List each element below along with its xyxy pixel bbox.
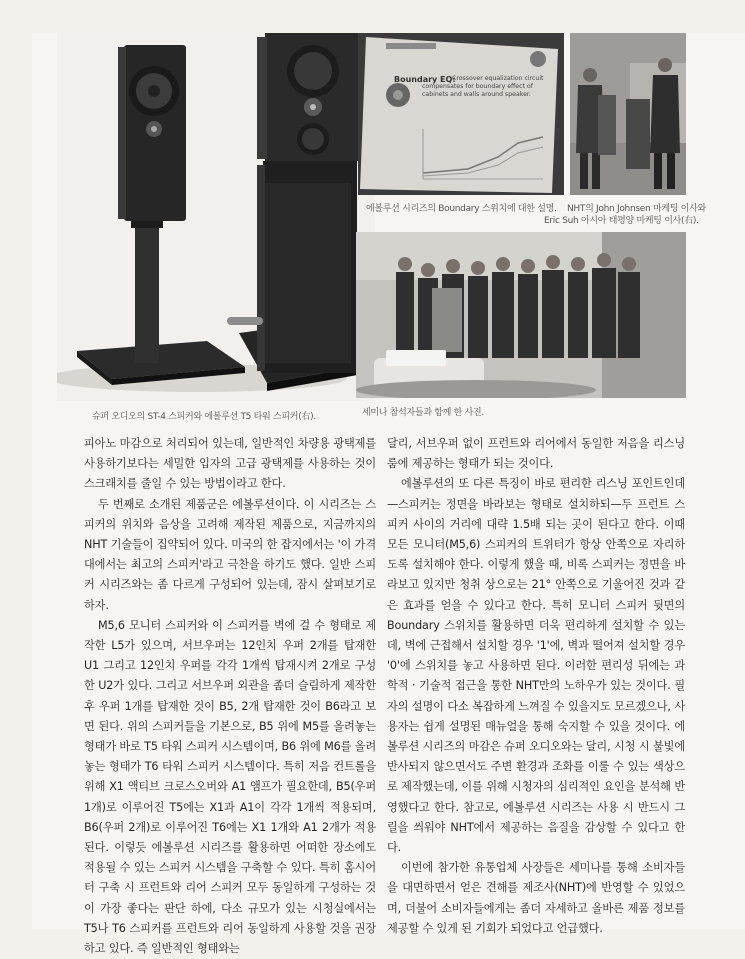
executives-illustration bbox=[570, 33, 686, 195]
right-paragraph-1: 달리, 서브우퍼 없이 프런트와 리어에서 동일한 저음을 리스닝룸에 제공하는 형태가 되는 것이다. bbox=[387, 437, 685, 471]
slide-body: Crossover equalization circuit compensates for boundary effect of cabinets and walls around speaker. bbox=[422, 75, 544, 98]
seminar-group-photo bbox=[356, 232, 686, 398]
nht-executives-photo bbox=[570, 33, 686, 195]
nht-caption-line2: Eric Suh 아시아 태평양 마케팅 이사(右). bbox=[544, 216, 699, 226]
group-illustration bbox=[356, 232, 686, 398]
speakers-photo bbox=[57, 33, 375, 401]
slide-illustration bbox=[358, 33, 564, 195]
right-paragraph-3: 이번에 참가한 유통업체 사장들은 세미나를 통해 소비자들을 대면하면서 얻은 견해를 제조사(NHT)에 반영할 수 있었으며, 더불어 소비자들에게는 좀더 자세하고 올바른 제품 정보를 제공할 수 있게 된 기회가 되었다고 언급했다. bbox=[387, 861, 685, 935]
boundary-caption: 에볼루션 시리즈의 Boundary 스위치에 대한 설명. bbox=[366, 204, 557, 214]
speakers-caption: 슈퍼 오디오의 ST-4 스피커와 에볼루션 T5 타워 스피커(右). bbox=[92, 412, 316, 422]
magazine-page bbox=[32, 33, 745, 956]
seminar-caption: 세미나 참석자들과 함께 한 사진. bbox=[362, 408, 484, 418]
left-paragraph-1: 피아노 마감으로 처리되어 있는데, 일반적인 차량용 광택제를 사용하기보다는 세밀한 입자의 고급 광택제를 사용하는 것이 스크래치를 줄일 수 있는 방법이라고 한다. bbox=[84, 437, 376, 491]
right-paragraph-2: 에볼루션의 또 다른 특징이 바로 편리한 리스닝 포인트인데—스피커는 정면을 바라보는 형태로 설치하되—두 프런트 스피커 사이의 거리에 대략 1.5배 되는 곳이 된다고 한다. 이때 모든 모니터(M5,6) 스피커의 트위터가 항상 안쪽으로 자리하도록 설치해야 한다. 이렇게 했을 때, 비록 스피커는 정면을 바라보고 있지만 청취 상으로는 21° 안쪽으로 기울어진 것과 같은 효과를 얻을 수 있다고 한다. 특히 모니터 스피커 뒷면의 Boundary 스위치를 활용하면 더욱 편리하게 설치할 수 있는데, 벽에 근접해서 설치할 경우 '1'에, 벽과 떨어져 설치할 경우 '0'에 스위치를 놓고 사용하면 된다. 이러한 편리성 뒤에는 과학적 · 기술적 접근을 통한 NHT만의 노하우가 있는 것이다. 필자의 설명이 다소 복잡하게 느껴질 수 있을지도 모르겠으나, 사용자는 쉽게 설명된 매뉴얼을 통해 숙지할 수 있을 것이다. 에볼루션 시리즈의 마감은 슈퍼 오디오와는 달리, 시청 시 불빛에 반사되지 않으면서도 주변 환경과 조화를 이룰 수 있는 색상으로 제작했는데, 이를 위해 시청자의 심리적인 요인을 분석해 반영했다고 한다. 참고로, 에볼루션 시리즈는 사용 시 반드시 그릴을 씌워야 NHT에서 제공하는 음질을 감상할 수 있다고 한다. bbox=[387, 477, 685, 855]
left-paragraph-2: 두 번째로 소개된 제품군은 에볼루션이다. 이 시리즈는 스피커의 위치와 음상을 고려해 제작된 제품으로, 지금까지의 NHT 기술들이 집약되어 있다. 미국의 한 잡지에서는 '이 가격 대에서는 최고의 스피커'라고 극찬을 하기도 했다. 일반 스피커 시리즈와는 좀 다르게 구성되어 있는데, 잠시 살펴보기로 하자. bbox=[84, 497, 376, 612]
right-column bbox=[387, 434, 685, 939]
left-column bbox=[84, 434, 376, 959]
left-paragraph-3: M5,6 모니터 스피커와 이 스피커를 벽에 걸 수 형태로 제작한 L5가 있으며, 서브우퍼는 12인치 우퍼 2개를 탑재한 U1 그리고 12인치 우퍼를 각각 1개씩 탑재시켜 2개로 구성한 U2가 있다. 그리고 서브우퍼 외관을 좀더 슬림하게 제작한 후 우퍼 1개를 탑재한 것이 B5, 2개 탑재한 것이 B6라고 보면 된다. 위의 스피커들을 기본으로, B5 위에 M5를 올려놓는 형태가 바로 T5 타워 스피커 시스템이며, B6 위에 M6를 올려놓는 형태가 T6 타워 스피커 시스템이다. 특히 저음 컨트롤을 위해 X1 액티브 크로스오버와 A1 앰프가 필요한데, B5(우퍼 1개)로 이루어진 T5에는 X1과 A1이 각각 1개씩 적용되며, B6(우퍼 2개)로 이루어진 T6에는 X1 1개와 A1 2개가 적용된다. 이렇듯 에볼루션 시리즈를 활용하면 어떠한 장소에도 적용될 수 있는 스피커 시스템을 구축할 수 있다. 특히 홈시어터 구축 시 프런트와 리어 스피커 모두 동일하게 구성하는 것이 가장 좋다는 판단 하에, 다소 규모가 있는 시청실에서는 T5나 T6 스피커를 프런트와 리어 동일하게 사용할 것을 권장하고 있다. 즉 일반적인 형태와는 bbox=[84, 618, 376, 956]
slide-heading: Boundary EQ: bbox=[394, 75, 456, 84]
boundary-slide-photo bbox=[358, 33, 564, 195]
nht-caption-line1: NHT의 John Johnsen 마케팅 이사와 bbox=[567, 204, 706, 214]
speakers-illustration bbox=[57, 33, 375, 401]
